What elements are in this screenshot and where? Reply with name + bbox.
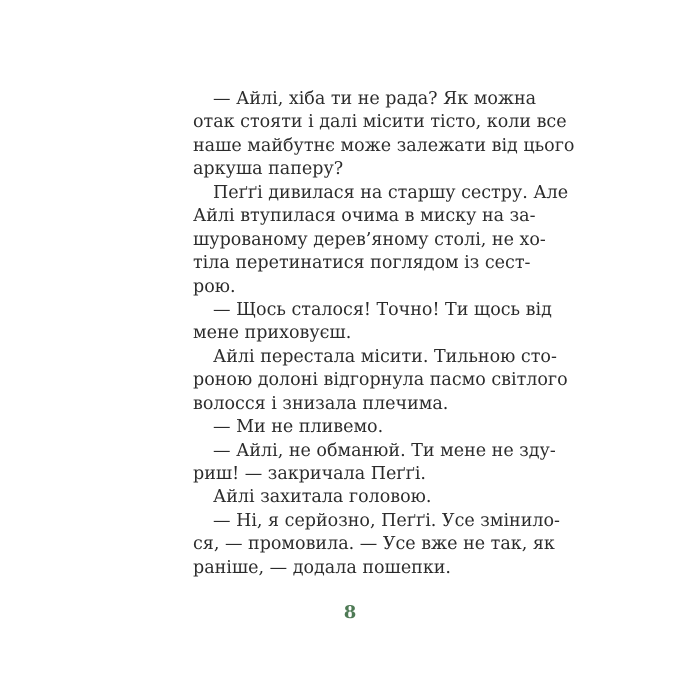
text-line: аркуша паперу?	[193, 159, 344, 180]
text-line: риш! — закричала Пеґґі.	[193, 464, 426, 484]
text-line: Пеґґі дивилася на старшу сестру. Але	[213, 182, 569, 203]
text-line: рою.	[193, 276, 236, 297]
text-line: роною долоні відгорнула пасмо світлого	[193, 370, 568, 391]
text-line: мене приховуєш.	[193, 323, 352, 344]
text-line: — Айлі, не обманюй. Ти мене не зду-	[213, 440, 556, 461]
page-number: 8	[343, 602, 357, 623]
text-line: Айлі перестала місити. Тильною сто-	[213, 346, 557, 367]
text-line: Айлі втупилася очима в миску на за-	[193, 206, 536, 227]
text-line: Айлі захитала головою.	[213, 487, 432, 508]
body-text	[193, 88, 575, 580]
text-line: раніше, — додала пошепки.	[193, 557, 451, 578]
text-line: волосся і знизала плечима.	[193, 393, 449, 414]
text-line: наше майбутнє може залежати від цього	[193, 135, 575, 156]
text-line: шурованому дерев’яному столі, не хо-	[193, 229, 546, 250]
text-line: — Ні, я серйозно, Пеґґі. Усе змінило-	[213, 510, 560, 531]
text-line: — Айлі, хіба ти не рада? Як можна	[213, 89, 537, 109]
text-line: отак стояти і далі місити тісто, коли все	[193, 112, 567, 133]
text-line: — Щось сталося! Точно! Ти щось від	[213, 299, 552, 320]
text-line: тіла перетинатися поглядом із сест-	[193, 253, 531, 274]
text-line: — Ми не пливемо.	[213, 417, 384, 438]
text-line: ся, — промовила. — Усе вже не так, як	[193, 534, 555, 555]
